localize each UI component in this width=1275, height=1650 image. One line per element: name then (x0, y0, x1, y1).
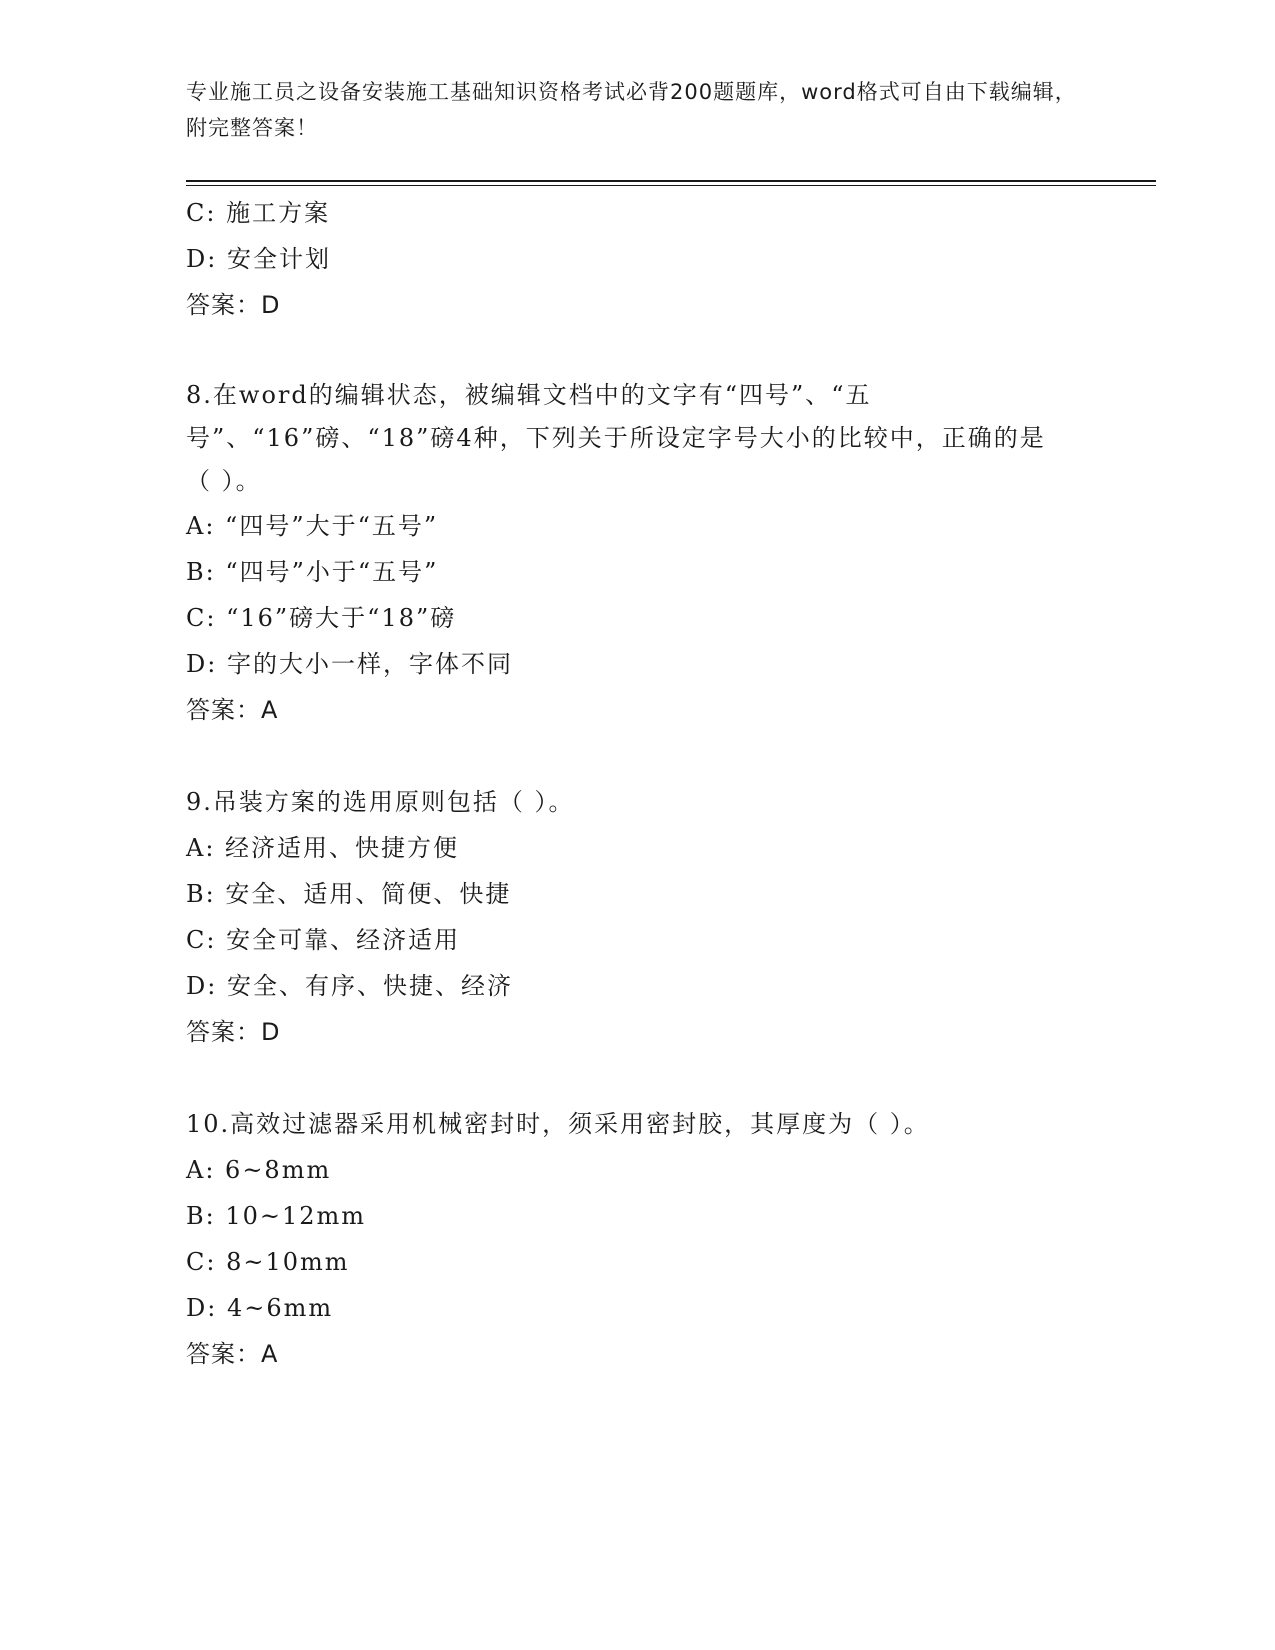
header-rule (186, 180, 1156, 182)
answer-line: 答案：D (186, 291, 281, 319)
question-list (186, 190, 1066, 1377)
option-d: D: 安全、有序、快捷、经济 (186, 972, 513, 1000)
question-fragment (186, 190, 1066, 328)
page-header: 专业施工员之设备安装施工基础知识资格考试必背200题题库，word格式可自由下载编辑，附完整答案！ (186, 80, 1077, 140)
question-8 (186, 374, 1066, 733)
answer-line: 答案：A (186, 1340, 279, 1368)
option-b: B: 安全、适用、简便、快捷 (186, 880, 512, 908)
question-stem: 9.吊装方案的选用原则包括（ ）。 (186, 788, 575, 816)
option-d: D: 字的大小一样，字体不同 (186, 650, 513, 678)
option-d: D: 4~6mm (186, 1294, 334, 1322)
option-c: C: 8~10mm (186, 1248, 350, 1276)
option-a: A: 6~8mm (186, 1156, 332, 1184)
option-c: C: “16”磅大于“18”磅 (186, 604, 457, 632)
option-b: B: “四号”小于“五号” (186, 558, 439, 586)
question-stem: 8.在word的编辑状态，被编辑文档中的文字有“四号”、“五号”、“16”磅、“18”磅4种，下列关于所设定字号大小的比较中，正确的是（ ）。 (186, 381, 1046, 495)
question-10 (186, 1101, 1066, 1377)
header-rule-thin (186, 185, 1156, 186)
option-a: A: “四号”大于“五号” (186, 512, 439, 540)
option-d: D: 安全计划 (186, 245, 331, 273)
option-a: A: 经济适用、快捷方便 (186, 834, 460, 862)
option-b: B: 10~12mm (186, 1202, 367, 1230)
question-stem: 10.高效过滤器采用机械密封时，须采用密封胶，其厚度为（ ）。 (186, 1110, 930, 1138)
question-9 (186, 779, 1066, 1055)
option-c: C: 安全可靠、经济适用 (186, 926, 461, 954)
option-c: C: 施工方案 (186, 199, 331, 227)
answer-line: 答案：A (186, 696, 279, 724)
answer-line: 答案：D (186, 1018, 281, 1046)
